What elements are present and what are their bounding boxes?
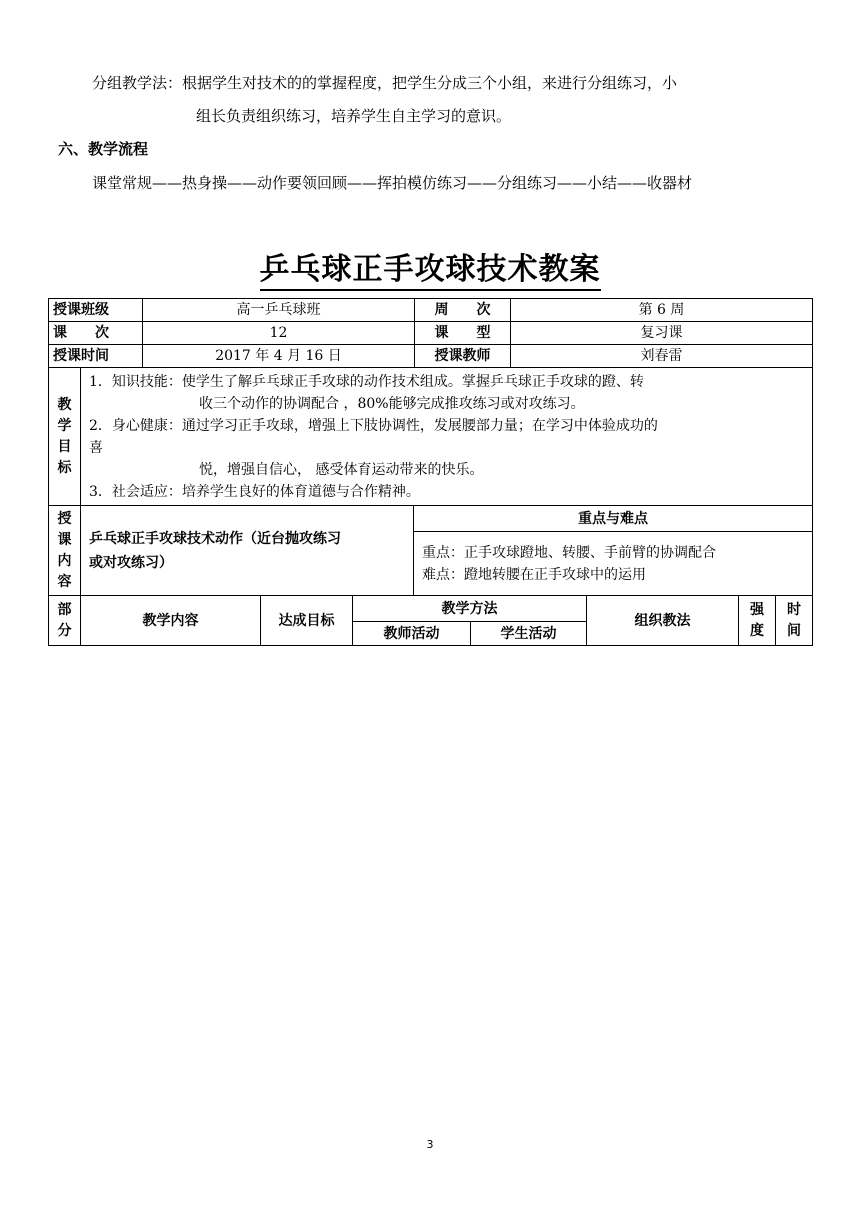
difficulty-point: 难点：蹬地转腰在正手攻球中的运用 (422, 566, 646, 583)
content-text (81, 506, 414, 596)
goals-label-char: 目 (57, 438, 72, 455)
lesson-info-table (48, 298, 813, 368)
time-header-char: 间 (787, 622, 801, 639)
goals-content (81, 368, 813, 506)
key-points-header: 重点与难点 (414, 506, 813, 532)
info-row-class (49, 299, 813, 322)
class-label: 授课班级 (49, 299, 143, 322)
part-header (49, 596, 81, 646)
intensity-header-char: 度 (750, 622, 764, 639)
teacher-value: 刘春雷 (511, 345, 813, 368)
lesson-plan-header-table (48, 595, 813, 646)
goal-line: 收三个动作的协调配合 ，80%能够完成推攻练习或对攻练习。 (199, 395, 585, 412)
content-text-line: 或对攻练习） (89, 554, 173, 571)
organization-header: 组织教法 (587, 596, 739, 646)
lesson-plan-title (0, 244, 860, 288)
content-header: 教学内容 (81, 596, 261, 646)
goals-label-char: 教 (57, 396, 72, 413)
goal-line: 喜 (89, 439, 103, 456)
student-activity-header: 学生活动 (471, 622, 587, 646)
part-header-char: 部 (57, 601, 72, 618)
info-row-time (49, 345, 813, 368)
goals-label (49, 368, 81, 506)
lesson-label: 课 次 (49, 322, 143, 345)
key-points-cell (414, 532, 813, 596)
content-label (49, 506, 81, 596)
goals-label-char: 标 (57, 459, 72, 476)
part-header-char: 分 (57, 622, 72, 639)
week-value: 第 6 周 (511, 299, 813, 322)
content-label-char: 内 (57, 552, 72, 569)
teaching-content-table (48, 505, 813, 596)
intensity-header (739, 596, 776, 646)
week-label: 周 次 (415, 299, 511, 322)
content-label-char: 授 (57, 510, 72, 527)
section-6-heading: 六、教学流程 (58, 140, 149, 158)
content-label-char: 课 (57, 531, 72, 548)
lesson-value: 12 (143, 322, 415, 345)
content-label-char: 容 (57, 573, 72, 590)
content-text-line: 乒乓球正手攻球技术动作（近台抛攻练习 (89, 530, 341, 547)
teacher-label: 授课教师 (415, 345, 511, 368)
time-value: 2017 年 4 月 16 日 (143, 345, 415, 368)
key-point: 重点：正手攻球蹬地、转腰、手前臂的协调配合 (422, 544, 716, 561)
group-method-line-2: 组长负责组织练习，培养学生自主学习的意识。 (196, 107, 512, 125)
page-number: 3 (426, 1138, 434, 1151)
type-label: 课 型 (415, 322, 511, 345)
goal-line: 3．社会适应：培养学生良好的体育道德与合作精神。 (89, 483, 420, 500)
time-label: 授课时间 (49, 345, 143, 368)
method-header: 教学方法 (353, 596, 587, 622)
time-header-char: 时 (787, 601, 801, 618)
type-value: 复习课 (511, 322, 813, 345)
class-value: 高一乒乓球班 (143, 299, 415, 322)
teacher-activity-header: 教师活动 (353, 622, 471, 646)
teaching-flow-text: 课堂常规——热身操——动作要领回顾——挥拍模仿练习——分组练习——小结——收器材 (92, 174, 693, 192)
goal-line: 1．知识技能：使学生了解乒乓球正手攻球的动作技术组成。掌握乒乓球正手攻球的蹬、转 (89, 373, 644, 390)
lesson-plan-title-text: 乒乓球正手攻球技术教案 (260, 252, 601, 291)
goal-line: 悦，增强自信心， 感受体育运动带来的快乐。 (199, 461, 484, 478)
intensity-header-char: 强 (750, 601, 764, 618)
goal-line: 2．身心健康：通过学习正手攻球，增强上下肢协调性，发展腰部力量；在学习中体验成功的 (89, 417, 658, 434)
teaching-goals-table (48, 367, 813, 506)
info-row-lesson (49, 322, 813, 345)
group-method-line-1: 分组教学法：根据学生对技术的的掌握程度，把学生分成三个小组，来进行分组练习，小 (92, 74, 678, 92)
goals-label-char: 学 (57, 417, 72, 434)
goal-header: 达成目标 (261, 596, 353, 646)
time-header (776, 596, 813, 646)
